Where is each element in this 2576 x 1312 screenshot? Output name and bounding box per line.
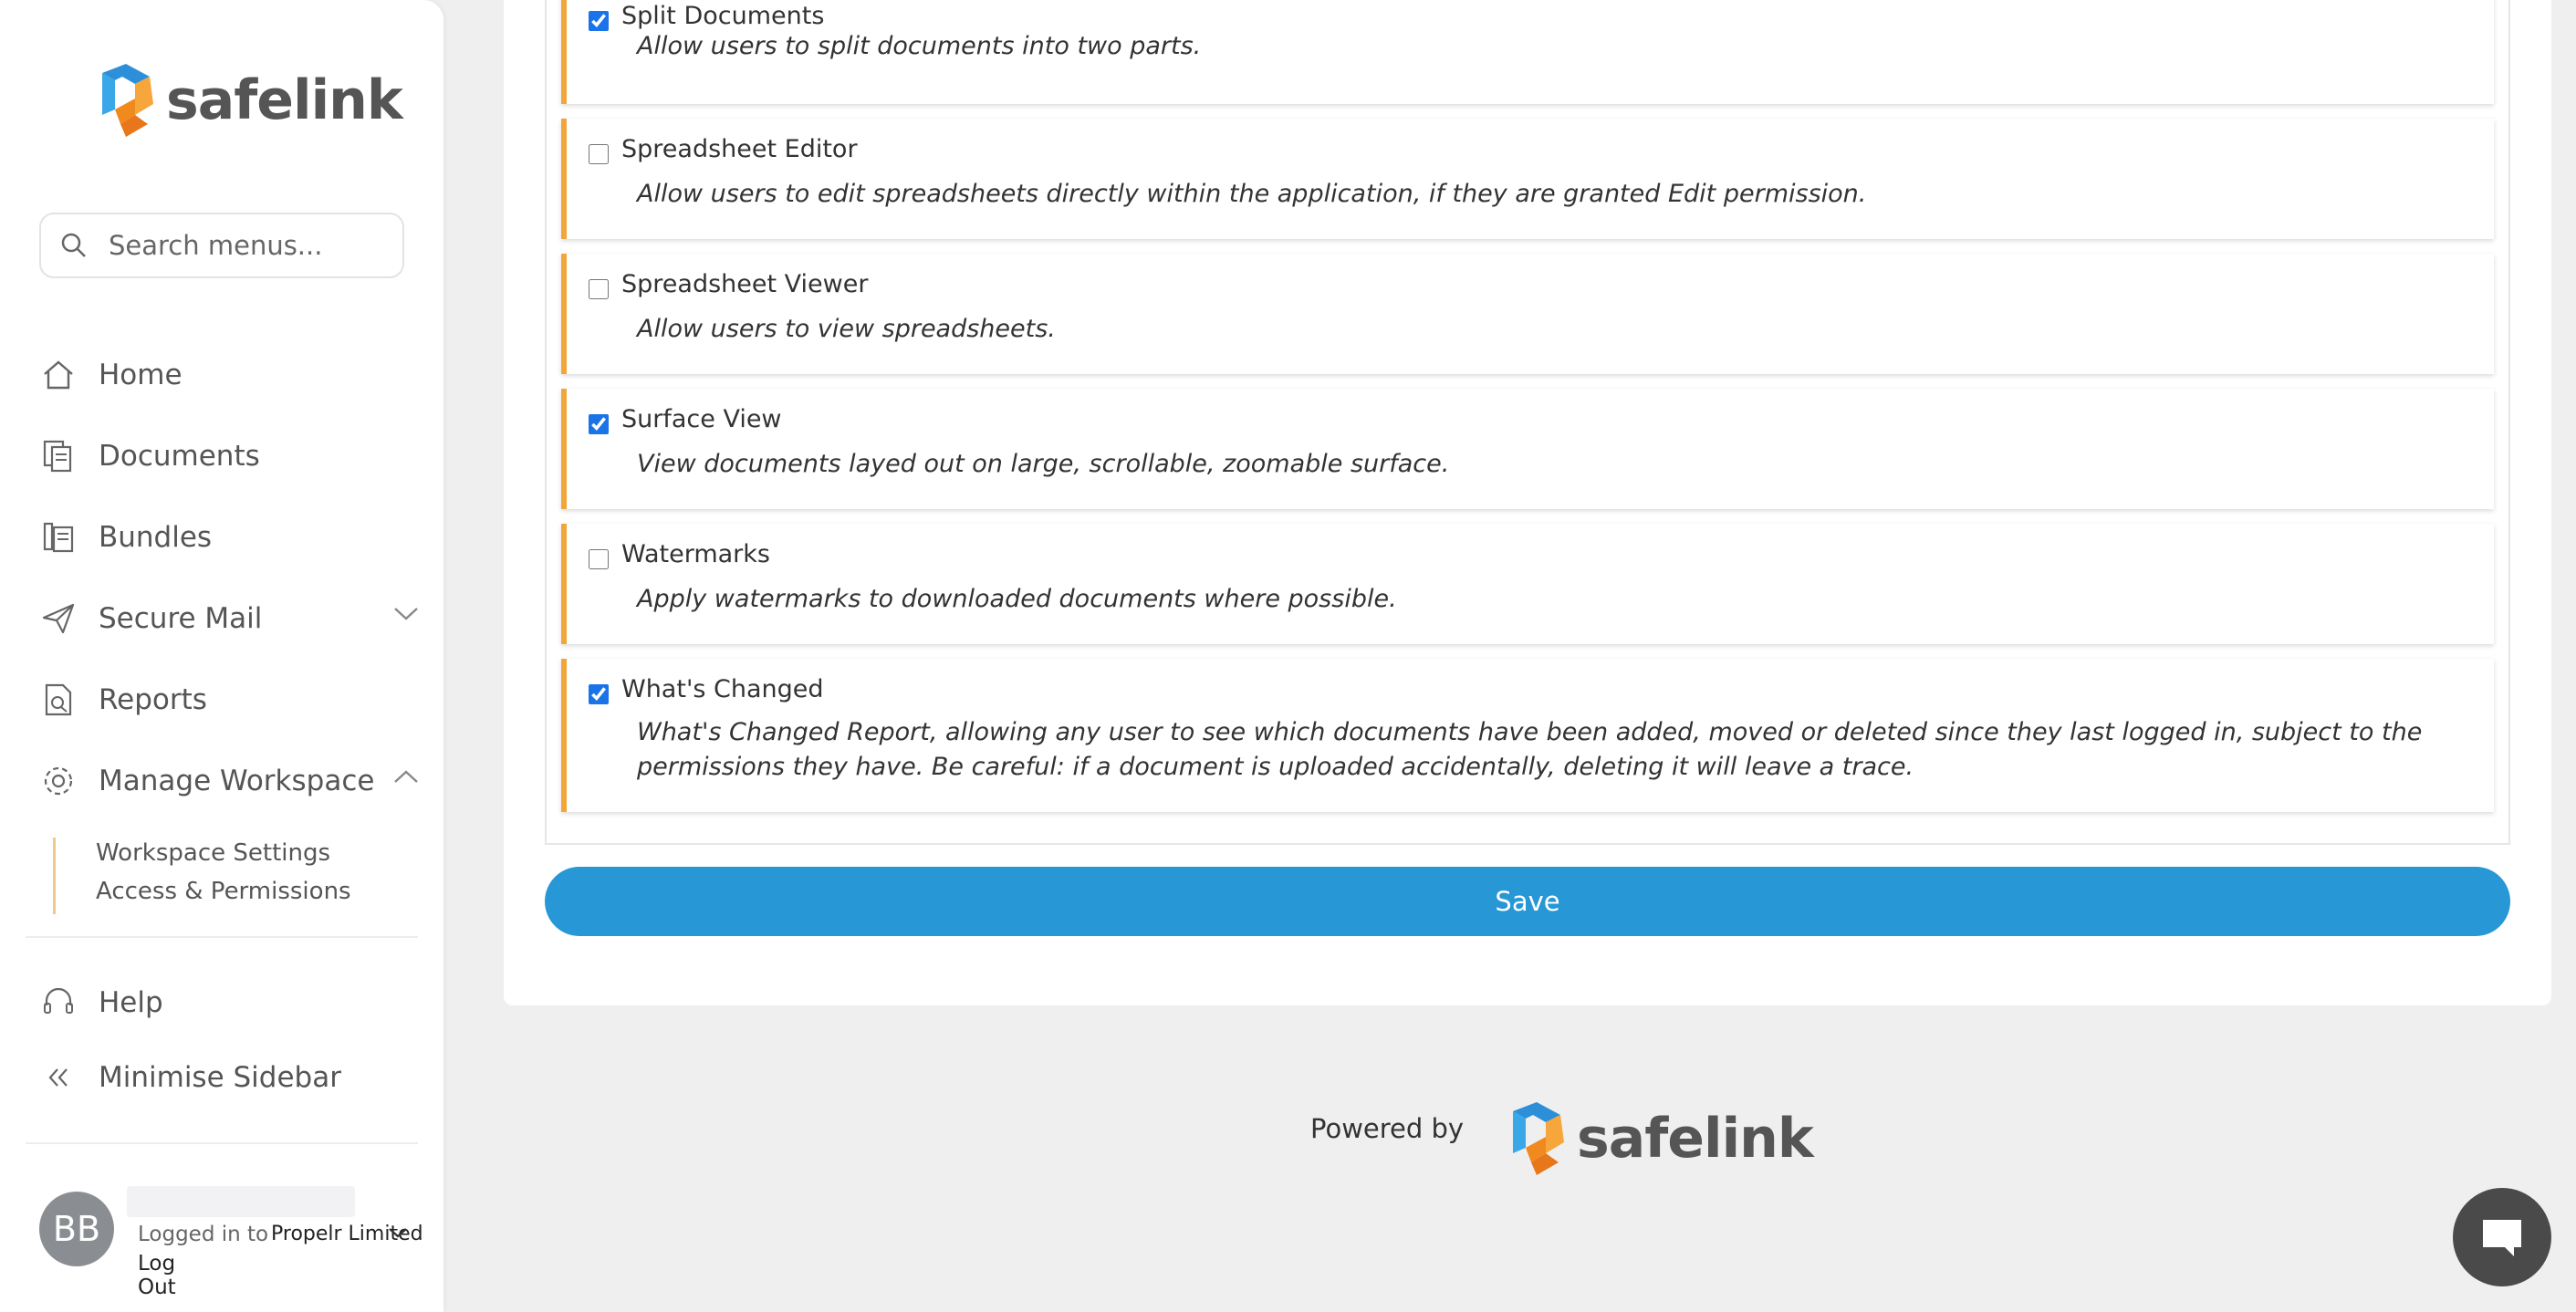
nav-label-reports: Reports	[99, 683, 207, 716]
chat-widget-button[interactable]	[2453, 1188, 2551, 1286]
feature-name: Spreadsheet Viewer	[621, 270, 869, 298]
feature-split-documents	[561, 0, 2494, 104]
search-icon	[59, 231, 89, 260]
nav-item-documents[interactable]	[40, 433, 420, 479]
feature-description: Allow users to split documents into two parts.	[637, 32, 1202, 60]
nav-item-reports[interactable]	[40, 677, 420, 723]
logo-text: safelink	[166, 68, 402, 132]
documents-icon	[40, 438, 77, 474]
feature-description: Allow users to edit spreadsheets directly within the application, if they are granted Edit permission.	[637, 180, 1867, 208]
feature-name: Watermarks	[621, 540, 770, 568]
feature-checkbox[interactable]	[589, 144, 609, 164]
nav-label-help: Help	[99, 986, 163, 1019]
feature-description: What's Changed Report, allowing any user to see which documents have been added, moved or deleted since they last logged in, subject to the permissions they have. Be careful: if a document is uploaded accidentally, deleting it will leave a trace.	[637, 718, 2423, 781]
feature-whats-changed	[561, 659, 2494, 812]
search-box[interactable]	[39, 213, 404, 278]
headset-icon	[40, 984, 77, 1021]
sidebar	[0, 0, 443, 1312]
logout-link[interactable]: Log Out	[138, 1252, 176, 1299]
footer-safelink-logo	[1506, 1102, 1813, 1175]
feature-checkbox[interactable]	[589, 414, 609, 434]
sidebar-divider-bottom	[26, 1142, 418, 1144]
feature-description: Allow users to view spreadsheets.	[637, 315, 1056, 343]
feature-checkbox[interactable]	[589, 279, 609, 299]
manage-workspace-submenu	[53, 838, 418, 914]
safelink-logo-icon	[95, 64, 161, 137]
chevron-down-icon[interactable]	[392, 605, 420, 623]
workspace-selector[interactable]: Propelr Limited	[271, 1223, 423, 1245]
chevron-up-icon[interactable]	[392, 767, 420, 786]
nav-item-home[interactable]	[40, 352, 420, 398]
reports-icon	[40, 682, 77, 718]
search-input[interactable]	[109, 230, 364, 261]
nav-label-bundles: Bundles	[99, 521, 213, 554]
user-name-redacted	[127, 1186, 355, 1217]
feature-spreadsheet-viewer	[561, 254, 2494, 374]
nav-item-manage-workspace[interactable]	[40, 758, 420, 804]
feature-name: Split Documents	[621, 2, 825, 30]
chevron-down-icon[interactable]	[388, 1226, 408, 1239]
nav-label-manage-workspace: Manage Workspace	[99, 765, 375, 797]
nav-label-minimise-sidebar: Minimise Sidebar	[99, 1061, 341, 1094]
sidebar-divider	[26, 936, 418, 938]
paper-plane-icon	[40, 600, 77, 637]
chat-bubble-icon	[2477, 1213, 2527, 1262]
bundles-icon	[40, 519, 77, 556]
safelink-logo[interactable]	[95, 64, 402, 137]
feature-checkbox[interactable]	[589, 549, 609, 569]
save-button[interactable]: Save	[545, 867, 2510, 936]
submenu-item-access-permissions[interactable]: Access & Permissions	[96, 878, 351, 905]
safelink-logo-icon	[1506, 1102, 1571, 1175]
home-icon	[40, 357, 77, 393]
feature-name: Surface View	[621, 405, 782, 433]
feature-description: Apply watermarks to downloaded documents where possible.	[637, 585, 1397, 613]
feature-surface-view	[561, 389, 2494, 509]
double-chevron-left-icon	[40, 1059, 77, 1096]
powered-by-label: Powered by	[1310, 1113, 1465, 1144]
feature-name: What's Changed	[621, 675, 824, 703]
nav-label-documents: Documents	[99, 440, 260, 473]
submenu-item-workspace-settings[interactable]: Workspace Settings	[96, 839, 331, 867]
nav-item-secure-mail[interactable]	[40, 596, 420, 641]
feature-checkbox[interactable]	[589, 684, 609, 704]
gear-icon	[40, 763, 77, 799]
feature-name: Spreadsheet Editor	[621, 135, 858, 163]
feature-spreadsheet-editor	[561, 119, 2494, 239]
feature-description: View documents layed out on large, scrollable, zoomable surface.	[637, 450, 1450, 478]
avatar[interactable]: BB	[39, 1192, 114, 1266]
nav-item-bundles[interactable]	[40, 515, 420, 560]
footer-logo-text: safelink	[1577, 1107, 1813, 1171]
feature-watermarks	[561, 524, 2494, 644]
nav-label-home: Home	[99, 359, 183, 391]
nav-item-minimise-sidebar[interactable]	[40, 1055, 420, 1100]
nav-item-help[interactable]	[40, 980, 420, 1026]
logged-in-label: Logged in to	[138, 1223, 269, 1246]
feature-checkbox[interactable]	[589, 11, 609, 31]
nav-label-secure-mail: Secure Mail	[99, 602, 263, 635]
